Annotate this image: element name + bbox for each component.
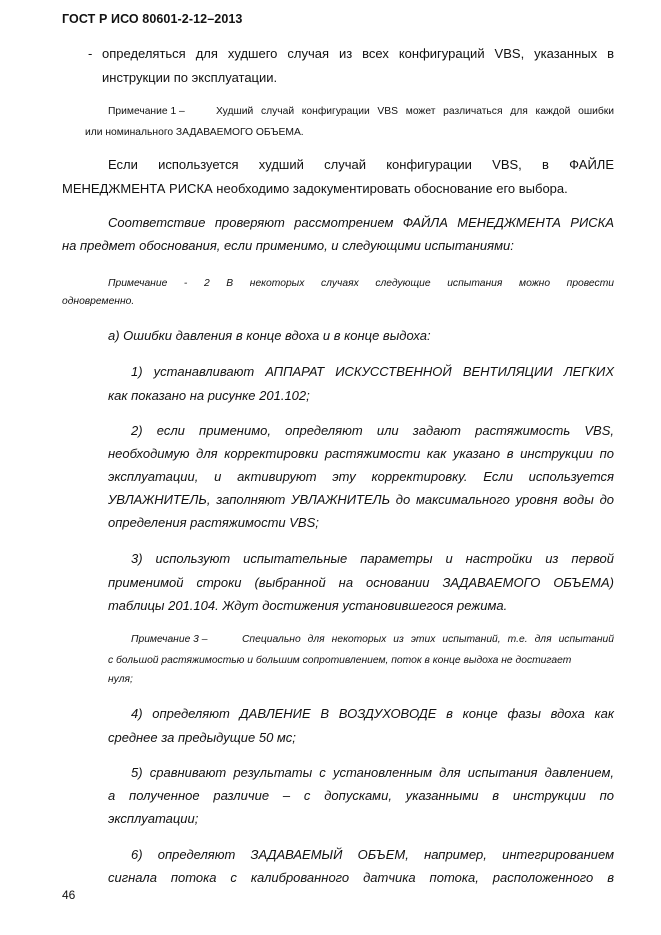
text-line: 5) сравнивают результаты с установленным для испытания давлением, xyxy=(131,765,614,780)
text-line: эксплуатации; xyxy=(108,811,199,826)
text-line: применимой строки (выбранной на основании ЗАДАВАЕМОГО ОБЪЕМА) xyxy=(108,575,614,590)
text-line: определения растяжимости VBS; xyxy=(108,515,319,530)
text-line: УВЛАЖНИТЕЛЬ, заполняют УВЛАЖНИТЕЛЬ до максимального уровня воды до xyxy=(108,492,614,507)
note-text: Специально для некоторых из этих испытаний, т.е. для испытаний xyxy=(242,634,614,645)
text-line: 1) устанавливают АППАРАТ ИСКУССТВЕННОЙ ВЕНТИЛЯЦИИ ЛЕГКИХ xyxy=(131,364,614,379)
text-line: эксплуатации, и активируют эту корректировку. Если используется xyxy=(108,469,614,484)
note-label: Примечание 1 – xyxy=(108,106,185,117)
text-line: необходимую для корректировки растяжимости как указано в инструкции по xyxy=(108,446,614,461)
text-line: Соответствие проверяют рассмотрением ФАЙЛА МЕНЕДЖМЕНТА РИСКА xyxy=(108,215,614,230)
text-line: 3) используют испытательные параметры и настройки из первой xyxy=(131,551,614,566)
text-line: на предмет обоснования, если применимо, и следующими испытаниями: xyxy=(62,238,514,253)
text-line: 6) определяют ЗАДАВАЕМЫЙ ОБЪЕМ, например, интегрированием xyxy=(131,847,614,862)
note-text: нуля; xyxy=(108,674,133,685)
document-title: ГОСТ Р ИСО 80601-2-12–2013 xyxy=(62,12,243,26)
page-number: 46 xyxy=(62,888,76,902)
text-line: таблицы 201.104. Ждут достижения установившегося режима. xyxy=(108,598,508,613)
list-dash: - xyxy=(88,46,93,61)
text-line: 2) если применимо, определяют или задают растяжимость VBS, xyxy=(131,423,614,438)
text-line: инструкции по эксплуатации. xyxy=(102,70,278,85)
text-line: Если используется худший случай конфигурации VBS, в ФАЙЛЕ xyxy=(108,157,614,172)
text-line: определяться для худшего случая из всех конфигураций VBS, указанных в xyxy=(102,46,614,61)
text-line: а полученное различие – с допусками, указанными в инструкции по xyxy=(108,788,614,803)
text-line: 4) определяют ДАВЛЕНИЕ В ВОЗДУХОВОДЕ в конце фазы вдоха как xyxy=(131,706,614,721)
note-text: Худший случай конфигурации VBS может различаться для каждой ошибки xyxy=(216,106,614,117)
note-text: одновременно. xyxy=(62,296,135,307)
text-line: МЕНЕДЖМЕНТА РИСКА необходимо задокументировать обоснование его выбора. xyxy=(62,181,568,196)
list-item: а) Ошибки давления в конце вдоха и в конце выдоха: xyxy=(108,328,431,343)
note-text: или номинального ЗАДАВАЕМОГО ОБЪЕМА. xyxy=(85,127,304,138)
text-line: сигнала потока с калиброванного датчика потока, расположенного в xyxy=(108,870,614,885)
note-label: Примечание 3 – xyxy=(131,634,208,645)
text-line: среднее за предыдущие 50 мс; xyxy=(108,730,296,745)
note-text: с большой растяжимостью и большим сопротивлением, поток в конце выдоха не достигает xyxy=(108,655,572,666)
note-text: Примечание - 2 В некоторых случаях следующие испытания можно провести xyxy=(108,278,614,289)
text-line: как показано на рисунке 201.102; xyxy=(108,388,310,403)
